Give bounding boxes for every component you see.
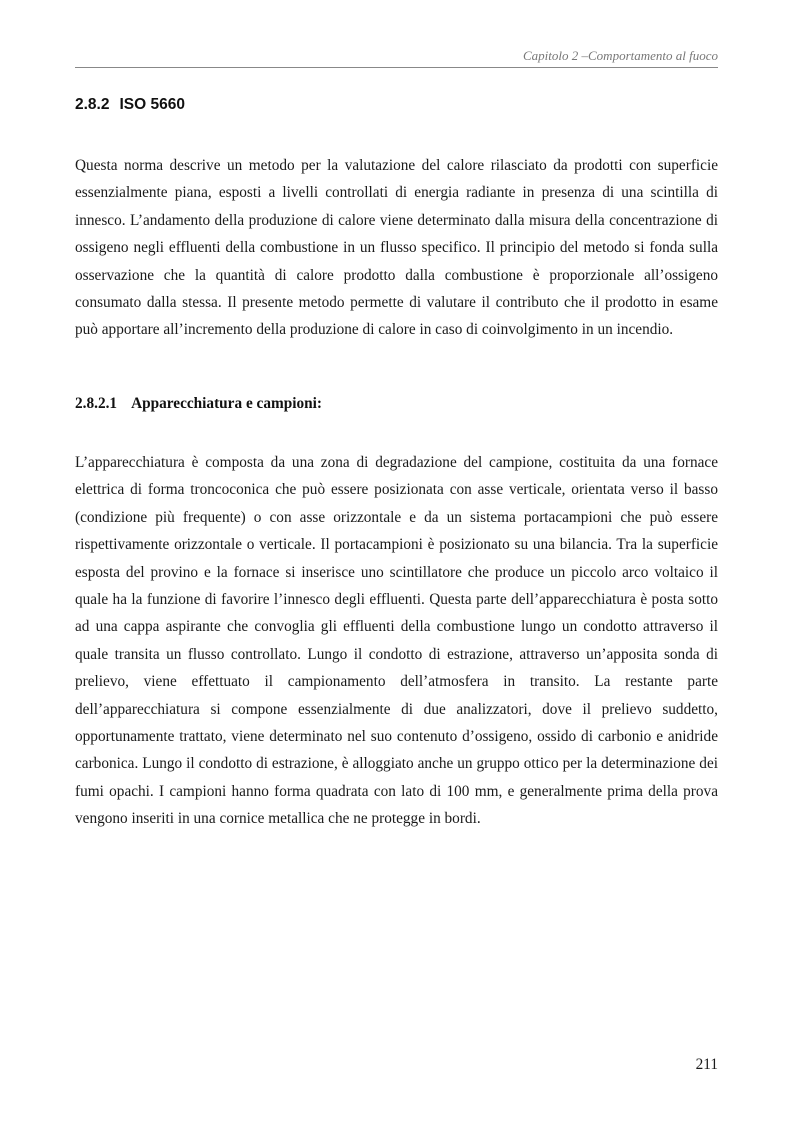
- running-header: Capitolo 2 –Comportamento al fuoco: [523, 48, 718, 63]
- section-paragraph: Questa norma descrive un metodo per la valutazione del calore rilasciato da prodotti con superficie essenzialmente piana, esposti a livelli controllati di energia radiante in presenza di una scintilla di innesco. L’andamento della produzione di calore viene determinato dalla misura della concentrazione di ossigeno negli effluenti della combustione in un flusso specifico. Il principio del metodo si fonda sulla osservazione che la quantità di calore prodotto dalla combustione è proporzionale all’ossigeno consumato dalla stessa. Il presente metodo permette di valutare il contributo che il prodotto in esame può apportare all’incremento della produzione di calore in caso di coinvolgimento in un incendio.: [75, 157, 718, 339]
- section-title: ISO 5660: [119, 96, 185, 113]
- page-number: 211: [695, 1056, 718, 1073]
- header-divider: [75, 67, 718, 68]
- subsection-heading: [75, 394, 322, 414]
- subsection-paragraph: L’apparecchiatura è composta da una zona di degradazione del campione, costituita da una fornace elettrica di forma troncoconica che può essere posizionata con asse verticale, orientata verso il basso (condizione più frequente) o con asse orizzontale e da un sistema portacampioni che può essere rispettivamente orizzontale o verticale. Il portacampioni è posizionato su una bilancia. Tra la superficie esposta del provino e la fornace si inserisce uno scintillatore che produce un piccolo arco voltaico il quale ha la funzione di favorire l’innesco degli effluenti. Questa parte dell’apparecchiatura è posta sotto ad una cappa aspirante che convoglia gli effluenti della combustione lungo un condotto attraverso il quale transita un flusso controllato. Lungo il condotto di estrazione, attraverso un’apposita sonda di prelievo, viene effettuato il campionamento dell’atmosfera in transito. La restante parte dell’apparecchiatura si compone essenzialmente di due analizzatori, dove il prelievo suddetto, opportunamente trattato, viene determinato nel suo contenuto d’ossigeno, ossido di carbonio e anidride carbonica. Lungo il condotto di estrazione, è alloggiato anche un gruppo ottico per la determinazione dei fumi opachi. I campioni hanno forma quadrata con lato di 100 mm, e generalmente prima della prova vengono inseriti in una cornice metallica che ne protegge in bordi.: [75, 454, 718, 828]
- section-number: 2.8.2: [75, 96, 110, 113]
- subsection-number: 2.8.2.1: [75, 395, 118, 412]
- section-heading: [75, 95, 185, 115]
- subsection-title: Apparecchiatura e campioni:: [131, 395, 322, 412]
